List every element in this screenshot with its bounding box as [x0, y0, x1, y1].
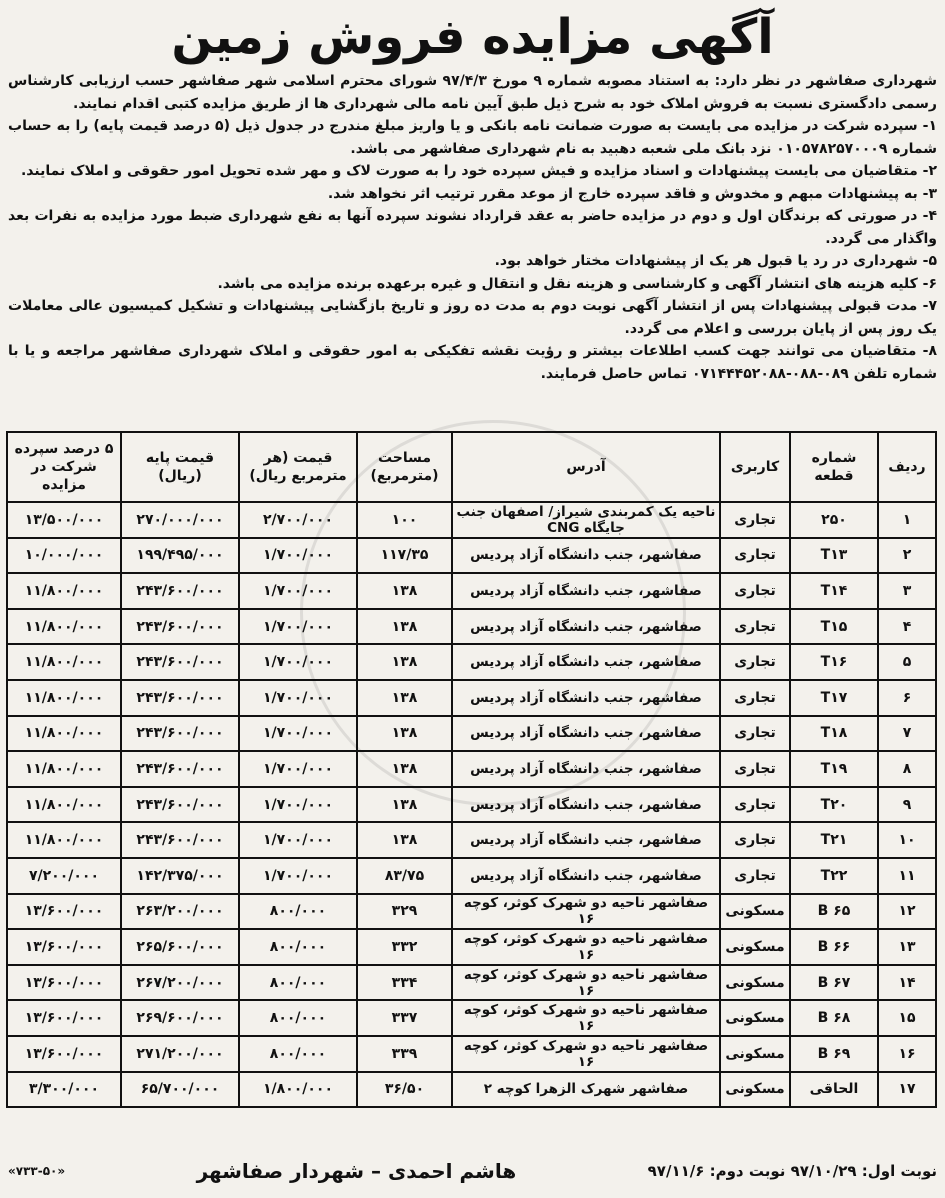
cell-row-number: ۱۱ [878, 858, 936, 894]
cell-base-price: ۲۶۵/۶۰۰/۰۰۰ [121, 929, 239, 965]
cell-base-price: ۲۴۳/۶۰۰/۰۰۰ [121, 609, 239, 645]
cell-area: ۱۳۸ [357, 680, 452, 716]
cell-unit-price: ۸۰۰/۰۰۰ [239, 894, 357, 930]
cell-unit-price: ۱/۷۰۰/۰۰۰ [239, 573, 357, 609]
cell-parcel-number: T۱۵ [790, 609, 878, 645]
cell-area: ۱۳۸ [357, 716, 452, 752]
cell-area: ۱۰۰ [357, 502, 452, 538]
table-row [7, 787, 936, 823]
header-base-price: قیمت پایه (ریال) [121, 432, 239, 502]
cell-parcel-number: T۱۶ [790, 644, 878, 680]
cell-address: صفاشهر، جنب دانشگاه آزاد پردیس [452, 787, 720, 823]
cell-usage: تجاری [720, 538, 790, 574]
cell-base-price: ۲۶۷/۲۰۰/۰۰۰ [121, 965, 239, 1001]
cell-area: ۱۳۸ [357, 609, 452, 645]
mayor-signature: هاشم احمدی – شهردار صفاشهر [196, 1159, 517, 1183]
cell-area: ۸۳/۷۵ [357, 858, 452, 894]
cell-base-price: ۱۴۲/۳۷۵/۰۰۰ [121, 858, 239, 894]
cell-address: صفاشهر ناحیه دو شهرک کوثر، کوچه ۱۶ [452, 929, 720, 965]
cell-area: ۱۳۸ [357, 751, 452, 787]
cell-usage: تجاری [720, 680, 790, 716]
table-header-row [7, 432, 936, 502]
cell-usage: تجاری [720, 502, 790, 538]
cell-row-number: ۳ [878, 573, 936, 609]
cell-base-price: ۲۴۳/۶۰۰/۰۰۰ [121, 573, 239, 609]
table-row [7, 894, 936, 930]
cell-parcel-number: T۲۱ [790, 822, 878, 858]
cell-parcel-number: T۲۲ [790, 858, 878, 894]
table-row [7, 502, 936, 538]
cell-parcel-number: T۱۷ [790, 680, 878, 716]
table-body [7, 502, 936, 1107]
cell-area: ۳۳۴ [357, 965, 452, 1001]
cell-parcel-number: B ۶۷ [790, 965, 878, 1001]
cell-deposit: ۱۳/۶۰۰/۰۰۰ [7, 965, 121, 1001]
cell-unit-price: ۱/۸۰۰/۰۰۰ [239, 1072, 357, 1108]
clause-item: ۴- در صورتی که برندگان اول و دوم در مزایده حاضر به عقد قرارداد نشوند سپرده آنها به نفع شهرداری ضبط مورد مزایده به نفرات بعد واگذار می گردد. [8, 208, 937, 247]
cell-deposit: ۱۳/۶۰۰/۰۰۰ [7, 1000, 121, 1036]
table-row [7, 858, 936, 894]
cell-usage: تجاری [720, 858, 790, 894]
cell-parcel-number: B ۶۶ [790, 929, 878, 965]
cell-area: ۱۳۸ [357, 787, 452, 823]
cell-address: ناحیه یک کمربندی شیراز/ اصفهان جنب جایگاه CNG [452, 502, 720, 538]
cell-base-price: ۲۶۳/۲۰۰/۰۰۰ [121, 894, 239, 930]
clause-item: ۳- به پیشنهادات مبهم و مخدوش و فاقد سپرده خارج از موعد مقرر ترتیب اثر نخواهد شد. [327, 185, 937, 202]
clause-item: ۱- سپرده شرکت در مزایده می بایست به صورت ضمانت نامه بانکی و یا واریز مبلغ مندرج در جدول ذیل (۵ درصد قیمت پایه) را به حساب شماره ۰۱۰۵۷۸۲۵۷۰۰۰۹ نزد بانک ملی شعبه دهبید به نام شهرداری صفاشهر می باشد. [8, 118, 938, 157]
clause-item: ۵- شهرداری در رد یا قبول هر یک از پیشنهادات مختار خواهد بود. [494, 253, 937, 269]
cell-unit-price: ۸۰۰/۰۰۰ [239, 1000, 357, 1036]
cell-unit-price: ۱/۷۰۰/۰۰۰ [239, 538, 357, 574]
cell-parcel-number: B ۶۹ [790, 1036, 878, 1072]
cell-area: ۱۳۸ [357, 644, 452, 680]
cell-deposit: ۱۱/۸۰۰/۰۰۰ [7, 822, 121, 858]
cell-row-number: ۷ [878, 716, 936, 752]
cell-base-price: ۶۵/۷۰۰/۰۰۰ [121, 1072, 239, 1108]
cell-area: ۱۳۸ [357, 573, 452, 609]
table-row [7, 644, 936, 680]
cell-usage: مسکونی [720, 894, 790, 930]
table-row [7, 680, 936, 716]
cell-address: صفاشهر، جنب دانشگاه آزاد پردیس [452, 716, 720, 752]
cell-usage: تجاری [720, 609, 790, 645]
cell-unit-price: ۱/۷۰۰/۰۰۰ [239, 858, 357, 894]
cell-address: صفاشهر شهرک الزهرا کوچه ۲ [452, 1072, 720, 1108]
cell-address: صفاشهر، جنب دانشگاه آزاد پردیس [452, 751, 720, 787]
cell-parcel-number: T۱۳ [790, 538, 878, 574]
clause-item: ۷- مدت قبولی پیشنهادات پس از انتشار آگهی نوبت دوم به مدت ده روز و تاریخ بازگشایی پیشنهادات و تشکیل کمیسیون عالی معاملات یک روز پس از پایان بررسی و اعلام می گردد. [8, 298, 937, 337]
cell-base-price: ۲۴۳/۶۰۰/۰۰۰ [121, 644, 239, 680]
cell-deposit: ۱۱/۸۰۰/۰۰۰ [7, 680, 121, 716]
cell-row-number: ۱۲ [878, 894, 936, 930]
cell-base-price: ۲۴۳/۶۰۰/۰۰۰ [121, 822, 239, 858]
cell-base-price: ۲۴۳/۶۰۰/۰۰۰ [121, 787, 239, 823]
cell-row-number: ۴ [878, 609, 936, 645]
cell-row-number: ۱۴ [878, 965, 936, 1001]
cell-unit-price: ۱/۷۰۰/۰۰۰ [239, 680, 357, 716]
cell-address: صفاشهر، جنب دانشگاه آزاد پردیس [452, 573, 720, 609]
publication-dates: نوبت اول: ۹۷/۱۰/۲۹ نوبت دوم: ۹۷/۱۱/۶ [647, 1162, 937, 1180]
cell-parcel-number: T۱۹ [790, 751, 878, 787]
cell-usage: تجاری [720, 644, 790, 680]
cell-deposit: ۱۳/۵۰۰/۰۰۰ [7, 502, 121, 538]
cell-base-price: ۲۴۳/۶۰۰/۰۰۰ [121, 716, 239, 752]
cell-deposit: ۱۱/۸۰۰/۰۰۰ [7, 573, 121, 609]
cell-address: صفاشهر ناحیه دو شهرک کوثر، کوچه ۱۶ [452, 894, 720, 930]
cell-parcel-number: T۱۸ [790, 716, 878, 752]
cell-parcel-number: ۲۵۰ [790, 502, 878, 538]
cell-usage: مسکونی [720, 929, 790, 965]
cell-area: ۳۳۹ [357, 1036, 452, 1072]
cell-area: ۳۳۲ [357, 929, 452, 965]
properties-table [6, 431, 937, 1108]
cell-row-number: ۱ [878, 502, 936, 538]
cell-unit-price: ۱/۷۰۰/۰۰۰ [239, 716, 357, 752]
cell-address: صفاشهر ناحیه دو شهرک کوثر، کوچه ۱۶ [452, 1036, 720, 1072]
cell-unit-price: ۲/۷۰۰/۰۰۰ [239, 502, 357, 538]
cell-parcel-number: B ۶۵ [790, 894, 878, 930]
header-row-number: ردیف [878, 432, 936, 502]
cell-row-number: ۱۰ [878, 822, 936, 858]
cell-unit-price: ۱/۷۰۰/۰۰۰ [239, 787, 357, 823]
cell-parcel-number: T۱۴ [790, 573, 878, 609]
cell-deposit: ۱۱/۸۰۰/۰۰۰ [7, 644, 121, 680]
cell-base-price: ۲۷۰/۰۰۰/۰۰۰ [121, 502, 239, 538]
cell-deposit: ۱۰/۰۰۰/۰۰۰ [7, 538, 121, 574]
table-row [7, 716, 936, 752]
cell-usage: تجاری [720, 573, 790, 609]
header-unit-price: قیمت (هر مترمربع ریال) [239, 432, 357, 502]
cell-address: صفاشهر، جنب دانشگاه آزاد پردیس [452, 822, 720, 858]
clause-item: ۶- کلیه هزینه های انتشار آگهی و کارشناسی و هزینه نقل و انتقال و غیره برعهده برنده مزایده می باشد. [217, 275, 937, 292]
notice-title: آگهی مزایده فروش زمین [171, 9, 774, 65]
cell-deposit: ۱۱/۸۰۰/۰۰۰ [7, 751, 121, 787]
intro-paragraph: شهرداری صفاشهر در نظر دارد: به استناد مصوبه شماره ۹ مورخ ۹۷/۴/۳ شورای محترم اسلامی شهر صفاشهر حسب ارزیابی کارشناس رسمی دادگستری نسبت به فروش املاک خود به شرح ذیل طبق آیین نامه مالی شهرداری ها از طریق مزایده کتبی اقدام نمایند. [8, 73, 938, 112]
table-row [7, 965, 936, 1001]
cell-base-price: ۲۴۳/۶۰۰/۰۰۰ [121, 680, 239, 716]
cell-usage: تجاری [720, 716, 790, 752]
cell-address: صفاشهر، جنب دانشگاه آزاد پردیس [452, 609, 720, 645]
cell-unit-price: ۸۰۰/۰۰۰ [239, 929, 357, 965]
cell-deposit: ۱۱/۸۰۰/۰۰۰ [7, 716, 121, 752]
clause-item: ۸- متقاضیان می توانند جهت کسب اطلاعات بیشتر و رؤیت نقشه تفکیکی به امور حقوقی و املاک شهرداری صفاشهر مراجعه و یا با شماره تلفن ۰۸۹-۰۸۸-۰۷۱۴۴۴۵۲۰۸۸ تماس حاصل فرمایند. [8, 343, 937, 382]
cell-base-price: ۲۴۳/۶۰۰/۰۰۰ [121, 751, 239, 787]
cell-usage: مسکونی [720, 1000, 790, 1036]
table-row [7, 1072, 936, 1108]
cell-address: صفاشهر، جنب دانشگاه آزاد پردیس [452, 858, 720, 894]
cell-unit-price: ۱/۷۰۰/۰۰۰ [239, 644, 357, 680]
cell-address: صفاشهر، جنب دانشگاه آزاد پردیس [452, 644, 720, 680]
header-deposit: ۵ درصد سپرده شرکت در مزایده [7, 432, 121, 502]
cell-address: صفاشهر ناحیه دو شهرک کوثر، کوچه ۱۶ [452, 1000, 720, 1036]
cell-unit-price: ۸۰۰/۰۰۰ [239, 1036, 357, 1072]
cell-deposit: ۱۱/۸۰۰/۰۰۰ [7, 787, 121, 823]
table-row [7, 538, 936, 574]
header-parcel-number: شماره قطعه [790, 432, 878, 502]
cell-row-number: ۹ [878, 787, 936, 823]
cell-area: ۳۶/۵۰ [357, 1072, 452, 1108]
header-area: مساحت (مترمربع) [357, 432, 452, 502]
cell-area: ۱۱۷/۳۵ [357, 538, 452, 574]
cell-usage: تجاری [720, 751, 790, 787]
cell-base-price: ۱۹۹/۴۹۵/۰۰۰ [121, 538, 239, 574]
cell-area: ۳۳۷ [357, 1000, 452, 1036]
footer [8, 1156, 937, 1186]
cell-usage: تجاری [720, 822, 790, 858]
cell-unit-price: ۱/۷۰۰/۰۰۰ [239, 609, 357, 645]
cell-row-number: ۵ [878, 644, 936, 680]
cell-deposit: ۱۱/۸۰۰/۰۰۰ [7, 609, 121, 645]
notice-code: «۷۳۳-۵۰» [8, 1164, 66, 1178]
header-address: آدرس [452, 432, 720, 502]
table-row [7, 929, 936, 965]
cell-parcel-number: الحاقی [790, 1072, 878, 1108]
cell-deposit: ۳/۳۰۰/۰۰۰ [7, 1072, 121, 1108]
cell-area: ۳۲۹ [357, 894, 452, 930]
cell-deposit: ۷/۲۰۰/۰۰۰ [7, 858, 121, 894]
cell-row-number: ۶ [878, 680, 936, 716]
cell-unit-price: ۸۰۰/۰۰۰ [239, 965, 357, 1001]
header-usage: کاربری [720, 432, 790, 502]
cell-address: صفاشهر، جنب دانشگاه آزاد پردیس [452, 538, 720, 574]
cell-row-number: ۲ [878, 538, 936, 574]
cell-usage: مسکونی [720, 1036, 790, 1072]
cell-deposit: ۱۳/۶۰۰/۰۰۰ [7, 1036, 121, 1072]
cell-address: صفاشهر، جنب دانشگاه آزاد پردیس [452, 680, 720, 716]
cell-deposit: ۱۳/۶۰۰/۰۰۰ [7, 929, 121, 965]
table-row [7, 573, 936, 609]
clauses-list [8, 115, 937, 385]
cell-row-number: ۸ [878, 751, 936, 787]
cell-usage: مسکونی [720, 965, 790, 1001]
cell-parcel-number: T۲۰ [790, 787, 878, 823]
table-row [7, 1036, 936, 1072]
cell-row-number: ۱۳ [878, 929, 936, 965]
cell-base-price: ۲۷۱/۲۰۰/۰۰۰ [121, 1036, 239, 1072]
cell-unit-price: ۱/۷۰۰/۰۰۰ [239, 751, 357, 787]
cell-row-number: ۱۵ [878, 1000, 936, 1036]
cell-usage: تجاری [720, 787, 790, 823]
cell-usage: مسکونی [720, 1072, 790, 1108]
cell-deposit: ۱۳/۶۰۰/۰۰۰ [7, 894, 121, 930]
cell-row-number: ۱۷ [878, 1072, 936, 1108]
cell-row-number: ۱۶ [878, 1036, 936, 1072]
table-row [7, 822, 936, 858]
table-row [7, 751, 936, 787]
cell-address: صفاشهر ناحیه دو شهرک کوثر، کوچه ۱۶ [452, 965, 720, 1001]
cell-unit-price: ۱/۷۰۰/۰۰۰ [239, 822, 357, 858]
cell-parcel-number: B ۶۸ [790, 1000, 878, 1036]
cell-base-price: ۲۶۹/۶۰۰/۰۰۰ [121, 1000, 239, 1036]
table-row [7, 609, 936, 645]
table-row [7, 1000, 936, 1036]
cell-area: ۱۳۸ [357, 822, 452, 858]
clause-item: ۲- متقاضیان می بایست پیشنهادات و اسناد مزایده و فیش سپرده خود را به صورت لاک و مهر شده تحویل امور حقوقی و املاک نمایند. [20, 163, 937, 179]
